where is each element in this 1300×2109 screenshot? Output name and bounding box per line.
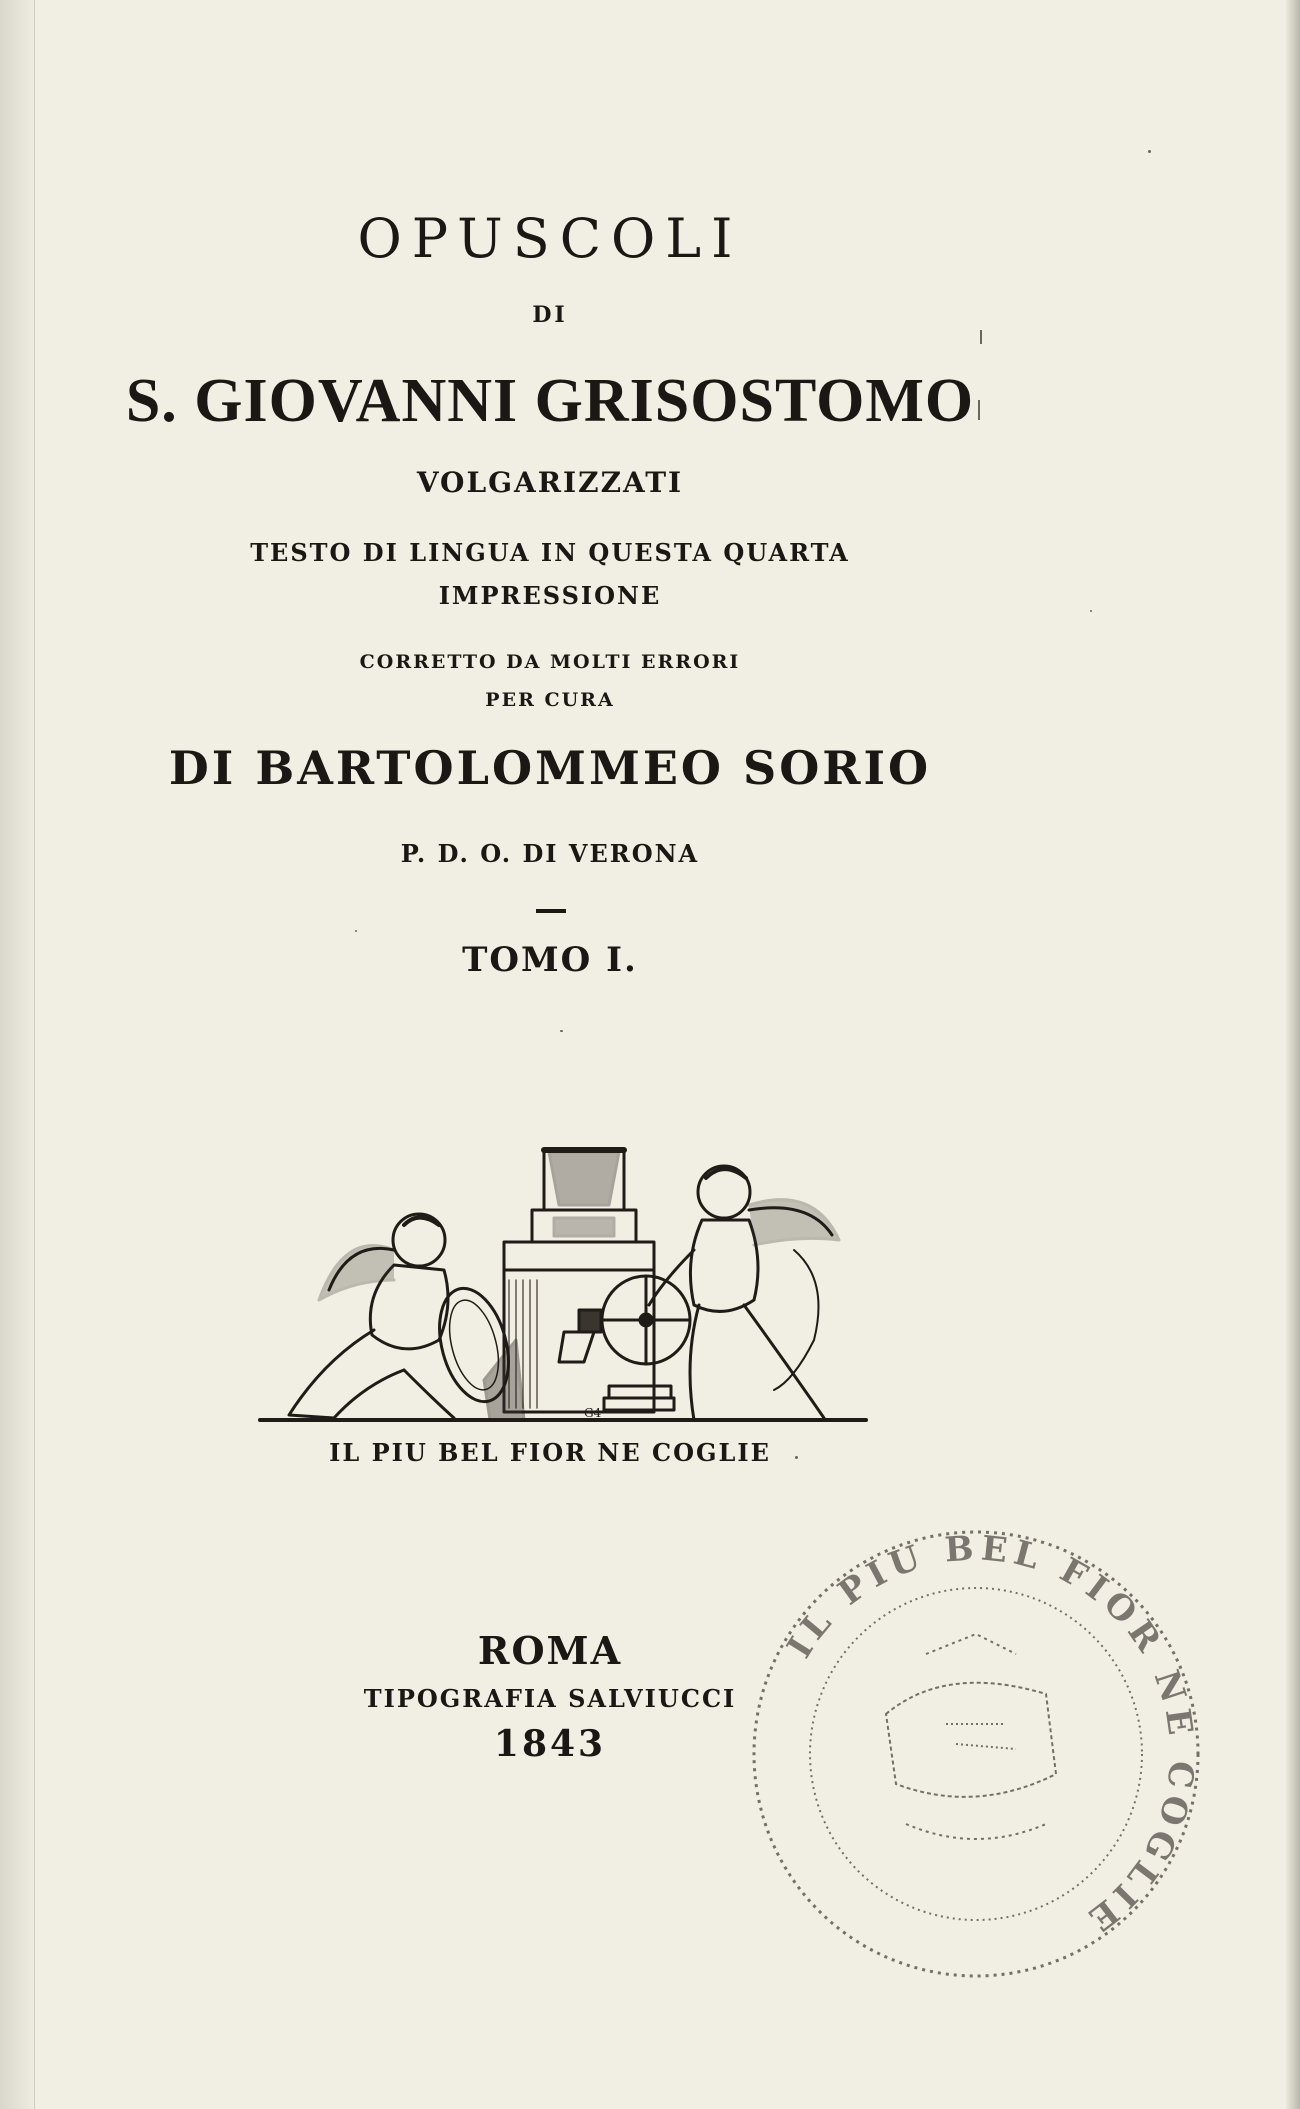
- vignette-signature: G4: [584, 1406, 602, 1420]
- paper-mark: [978, 400, 980, 420]
- imprint-year: 1843: [493, 1723, 607, 1765]
- paper-speck: [1090, 610, 1092, 612]
- editor-order: P. D. O. DI VERONA: [400, 839, 700, 868]
- title-connector: DI: [532, 302, 568, 328]
- stamp-legend: IL PIU BEL FIOR NE COGLIE: [779, 1528, 1202, 1943]
- svg-text:IL PIU BEL FIOR NE COGLIE: [779, 1528, 1201, 1942]
- per-cura-note: PER CURA: [485, 689, 615, 711]
- printing-press-cherubs-vignette: [254, 1130, 874, 1430]
- paper-speck: [355, 930, 357, 932]
- edition-note-line1: TESTO DI LINGUA IN QUESTA QUARTA: [250, 538, 850, 567]
- volume-number: TOMO I.: [462, 940, 638, 980]
- edition-note-line2: IMPRESSIONE: [438, 581, 662, 610]
- printer-motto: IL PIU BEL FIOR NE COGLIE: [329, 1438, 771, 1467]
- paper-speck: [560, 1030, 563, 1032]
- imprint-city: ROMA: [477, 1628, 623, 1673]
- correction-note: CORRETTO DA MOLTI ERRORI: [359, 651, 741, 673]
- page-edge: [1286, 0, 1300, 2109]
- imprint-printer: TIPOGRAFIA SALVIUCCI: [363, 1684, 737, 1713]
- section-rule: [536, 909, 566, 913]
- author-name: S. GIOVANNI GRISOSTOMO: [125, 367, 975, 435]
- library-stamp: [746, 1524, 1206, 1984]
- editor-name: DI BARTOLOMMEO SORIO: [168, 741, 932, 795]
- book-title: OPUSCOLI: [357, 207, 743, 270]
- paper-mark: [980, 330, 982, 344]
- subtitle-volgarizzati: VOLGARIZZATI: [416, 466, 684, 499]
- paper-speck: [1148, 150, 1151, 153]
- paper-speck: [795, 1456, 798, 1459]
